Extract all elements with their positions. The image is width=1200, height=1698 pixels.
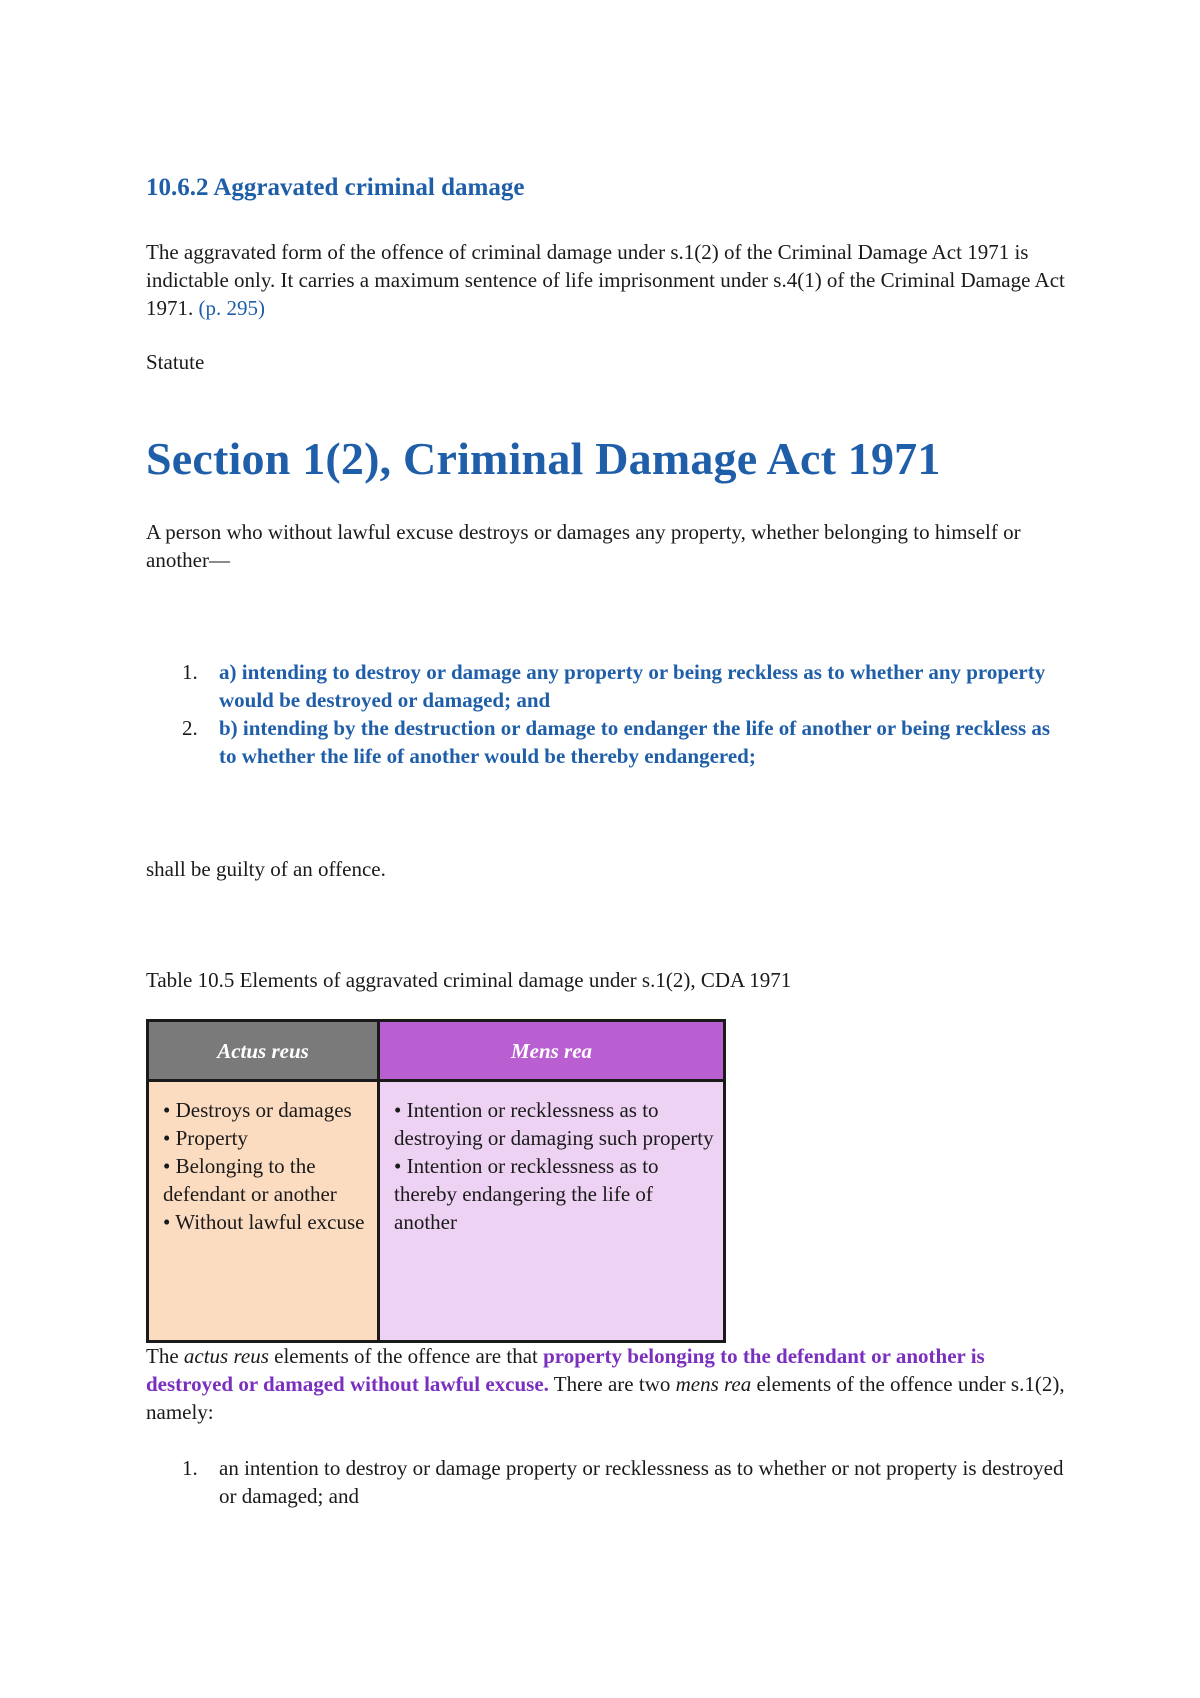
mens-rea-cell [379,1081,725,1342]
actus-reus-header: Actus reus [148,1021,379,1081]
text-run: There are two [548,1372,676,1396]
table-cell-item: • Without lawful excuse [163,1210,365,1234]
statute-closing: shall be guilty of an offence. [146,857,386,881]
statute-list [146,658,1066,770]
list-item-text: a) intending to destroy or damage any property or being reckless as to whether any property would be destroyed or damaged; and [219,660,1046,712]
statute-heading: Section 1(2), Criminal Damage Act 1971 [146,433,941,484]
table-cell-item: • Intention or recklessness as to thereby endangering the life of another [394,1154,659,1234]
italic-term: mens rea [675,1372,752,1396]
section-heading: 10.6.2 Aggravated criminal damage [146,174,525,201]
after-table-paragraph [146,1342,1066,1426]
list-item [146,1454,1066,1510]
table-cell-item: • Destroys or damages [163,1098,352,1122]
highlighted-text: property belonging to the defendant or another is destroyed or damaged without lawful excuse. [146,1344,985,1396]
elements-table [146,1019,726,1343]
table-row [148,1081,725,1342]
table-cell-item: • Belonging to the defendant or another [163,1154,337,1206]
italic-term: actus reus [183,1344,269,1368]
actus-reus-cell [148,1081,379,1342]
intro-text: The aggravated form of the offence of criminal damage under s.1(2) of the Criminal Damage Act 1971 is indictable only. It carries a maximum sentence of life imprisonment under s.4(1) of the Criminal Damage Act 1971. [146,240,1065,320]
statute-opening: A person who without lawful excuse destroys or damages any property, whether belonging to himself or another— [146,520,1021,572]
elements-list [146,1454,1066,1510]
list-number: 2. [182,716,198,740]
intro-paragraph [146,238,1066,322]
list-item [146,714,1066,770]
list-item [146,658,1066,714]
text-run: elements of the offence under s.1(2), namely: [146,1372,1065,1424]
list-item-text: b) intending by the destruction or damage to endanger the life of another or being reckless as to whether the life of another would be thereby endangered; [219,716,1051,768]
table-caption: Table 10.5 Elements of aggravated criminal damage under s.1(2), CDA 1971 [146,968,792,992]
text-run: elements of the offence are that [268,1344,544,1368]
list-item-text: an intention to destroy or damage property or recklessness as to whether or not property is destroyed or damaged; and [219,1456,1064,1508]
table-cell-item: • Intention or recklessness as to destroying or damaging such property [394,1098,714,1150]
text-run: The [146,1344,184,1368]
statute-label: Statute [146,350,205,374]
table-header-row [148,1021,725,1081]
table-cell-item: • Property [163,1126,248,1150]
list-number: 1. [182,1456,198,1480]
mens-rea-header: Mens rea [379,1021,725,1081]
list-number: 1. [182,660,198,684]
page-reference-link[interactable]: (p. 295) [198,296,265,320]
